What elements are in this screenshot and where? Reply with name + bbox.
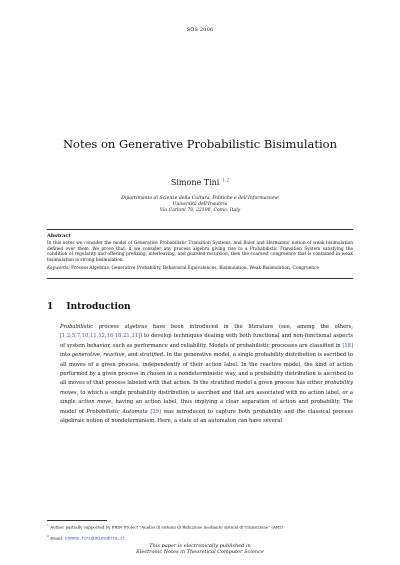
paper-title: Notes on Generative Probabilistic Bisimulation bbox=[62, 137, 338, 151]
affiliation bbox=[60, 196, 340, 215]
intro-text-a: have been introduced in the literature (see, among the others, bbox=[147, 324, 353, 330]
term-probabilistic-automata: Probabilistic Automata bbox=[86, 408, 148, 415]
publication-footer bbox=[0, 543, 400, 556]
section-number: 1 bbox=[47, 302, 54, 312]
section-title: Introduction bbox=[66, 302, 131, 312]
citation-link[interactable]: [18] bbox=[342, 342, 353, 349]
author-email-link[interactable]: simone.tini@uninsubria.it bbox=[64, 535, 125, 541]
affiliation-line-1: Dipartimento di Scienze della Cultura, Politiche e dell'Informazione bbox=[121, 196, 279, 201]
term-probability-moves: probability moves bbox=[60, 380, 353, 396]
citation-link[interactable]: [29] bbox=[150, 408, 161, 415]
term-probabilistic-process-algebras: Probabilistic process algebras bbox=[60, 324, 148, 330]
abstract-heading: Abstract bbox=[47, 233, 71, 239]
footnote-1-text: Author partially supported by PRIN Project "Analisi di sistemi di Riduzione mediante sistemi di Transizione" (ART) bbox=[50, 524, 284, 530]
keywords-label: Keywords: bbox=[47, 266, 70, 271]
intro-text-d: , bbox=[99, 352, 104, 359]
term-reactive: reactive bbox=[103, 352, 125, 359]
intro-text-j: was introduced to capture both probability and the classical process algebraic notion of nondeterminism. Here, a state of an automaton can have several bbox=[60, 408, 354, 425]
intro-text-g: , to which a single probability distribution is ascribed and that are associated with no action label, or a single bbox=[60, 389, 353, 406]
footer-line-1: This paper is electronically published in bbox=[149, 543, 251, 549]
abstract-text: In this notes we consider the model of Generative Probabilistic Transition Systems, and Baier and Hermanns' notion of weak bisimulation defined over them. We prove that, if we consider any process algebra giving rise to a Probabilistic Transition System satisfying the condition of regularity and offering prefixing, interleaving, and guarded recursion, then the coarsest congruence that is contained in weak bisimulation is strong bisimulation. bbox=[47, 241, 353, 263]
affiliation-line-2: Università dell'Insubria bbox=[172, 202, 228, 208]
keywords-list: Process Algebras, Generative Probability, Behavioral Equivalences, Bisimulation, Weak Bisimulation, Congruence bbox=[71, 266, 320, 271]
citation-link[interactable]: [1,2,5,7,10,11,12,16,18,21,31] bbox=[60, 333, 140, 340]
footnote-2 bbox=[47, 534, 353, 541]
intro-text-h: , having an action label, thus implying a clear separation of action and probability. The model of bbox=[60, 399, 353, 415]
abstract-top-rule bbox=[47, 229, 353, 230]
footnote-rule bbox=[47, 520, 107, 521]
running-head: SOS 2006 bbox=[186, 27, 214, 33]
keywords bbox=[47, 266, 353, 272]
author-footnote-marks[interactable]: 1,2 bbox=[221, 178, 230, 184]
intro-text-f: . In the generative model, a single probability distribution is ascribed to all moves of a given process, independently of their action label. In the reactive model, the kind of action performed by a given process in chosen in a nondeterministic way, and a probability distribution is ascribed to all moves of that process labeled with that action. In the stratified model a given process has either bbox=[60, 352, 354, 387]
abstract-bottom-rule bbox=[47, 278, 353, 279]
intro-text-c: into bbox=[60, 352, 72, 359]
affiliation-line-3: Via Carloni 78, 22100, Como, Italy bbox=[159, 208, 241, 214]
intro-paragraph bbox=[60, 323, 353, 426]
footnote-2-label: Email: bbox=[50, 535, 65, 541]
section-heading bbox=[47, 302, 131, 312]
intro-text-e: , and bbox=[124, 352, 140, 359]
author-name: Simone Tini bbox=[170, 178, 220, 187]
footer-line-2: Electronic Notes in Theoretical Computer Science bbox=[136, 549, 264, 556]
footnote-2-mark: 2 bbox=[47, 534, 49, 538]
term-generative: generative bbox=[71, 352, 100, 359]
term-action-move: action move bbox=[78, 399, 112, 406]
footnote-1-mark: 1 bbox=[47, 523, 49, 527]
intro-text-b: ) to develop techniques dealing with both functional and non-functional aspects of system behavior, such as performance and reliability. Models of probabilistic processes are classified in bbox=[60, 333, 353, 349]
author bbox=[0, 178, 400, 187]
footnote-1 bbox=[47, 523, 353, 530]
term-stratified: stratified bbox=[139, 352, 164, 359]
